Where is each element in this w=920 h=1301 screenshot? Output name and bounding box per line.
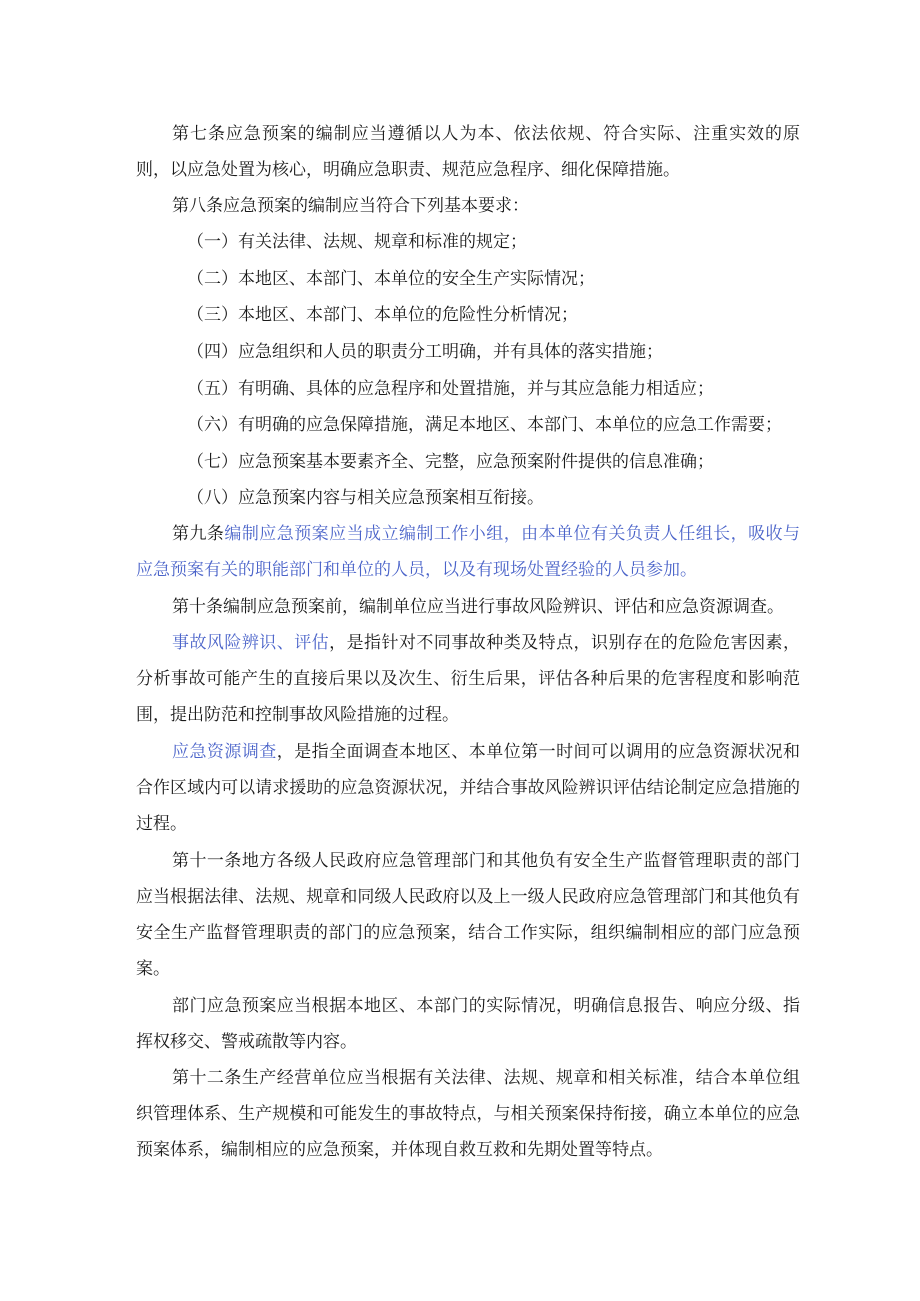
article-12: 第十二条生产经营单位应当根据有关法律、法规、规章和相关标准，结合本单位组织管理体系、生产规模和可能发生的事故特点，与相关预案保持衔接，确立本单位的应急预案体系，编制相应的应急预案，并体现自救互救和先期处置等特点。: [136, 1068, 800, 1160]
article-7: 第七条应急预案的编制应当遵循以人为本、依法依规、符合实际、注重实效的原则，以应急处置为核心，明确应急职责、规范应急程序、细化保障措施。: [136, 124, 800, 180]
article-8-item-1: （一）有关法律、法规、规章和标准的规定；: [187, 232, 527, 252]
article-8-item-3: （三）本地区、本部门、本单位的危险性分析情况；: [187, 305, 578, 325]
resource-definition-text: ，是指全面调查本地区、本单位第一时间可以调用的应急资源状况和合作区域内可以请求援助的应急资源状况，并结合事故风险辨识评估结论制定应急措施的过程。: [136, 742, 801, 834]
article-8-item-7: （七）应急预案基本要素齐全、完整，应急预案附件提供的信息准确；: [187, 452, 714, 472]
article-8-item-8: （八）应急预案内容与相关应急预案相互衔接。: [187, 488, 544, 508]
article-8-intro: 第八条应急预案的编制应当符合下列基本要求：: [172, 196, 529, 216]
article-10: 第十条编制应急预案前，编制单位应当进行事故风险辨识、评估和应急资源调查。: [172, 597, 784, 617]
resource-definition: [136, 734, 800, 842]
article-9: [136, 516, 800, 588]
article-8-item-2: （二）本地区、本部门、本单位的安全生产实际情况；: [187, 269, 595, 289]
article-8-item-4: （四）应急组织和人员的职责分工明确，并有具体的落实措施；: [187, 342, 663, 362]
article-8-item-5: （五）有明确、具体的应急程序和处置措施，并与其应急能力相适应；: [187, 379, 714, 399]
article-8-item-6: （六）有明确的应急保障措施，满足本地区、本部门、本单位的应急工作需要；: [187, 415, 782, 435]
article-11-note: 部门应急预案应当根据本地区、本部门的实际情况，明确信息报告、响应分级、指挥权移交、警戒疏散等内容。: [136, 996, 800, 1052]
risk-definition: [136, 625, 800, 733]
article-9-prefix: 第九条: [172, 524, 225, 544]
risk-definition-text: ，是指针对不同事故种类及特点，识别存在的危险危害因素，分析事故可能产生的直接后果以及次生、衍生后果，评估各种后果的危害程度和影响范围，提出防范和控制事故风险措施的过程。: [136, 633, 801, 725]
article-11: 第十一条地方各级人民政府应急管理部门和其他负有安全生产监督管理职责的部门应当根据法律、法规、规章和同级人民政府以及上一级人民政府应急管理部门和其他负有安全生产监督管理职责的部门的应急预案，结合工作实际，组织编制相应的部门应急预案。: [136, 851, 800, 979]
resource-definition-term: 应急资源调查: [172, 742, 277, 762]
risk-definition-term: 事故风险辨识、评估: [172, 633, 330, 653]
article-9-highlight: 编制应急预案应当成立编制工作小组，由本单位有关负责人任组长，吸收与应急预案有关的职能部门和单位的人员，以及有现场处置经验的人员参加。: [136, 524, 801, 580]
